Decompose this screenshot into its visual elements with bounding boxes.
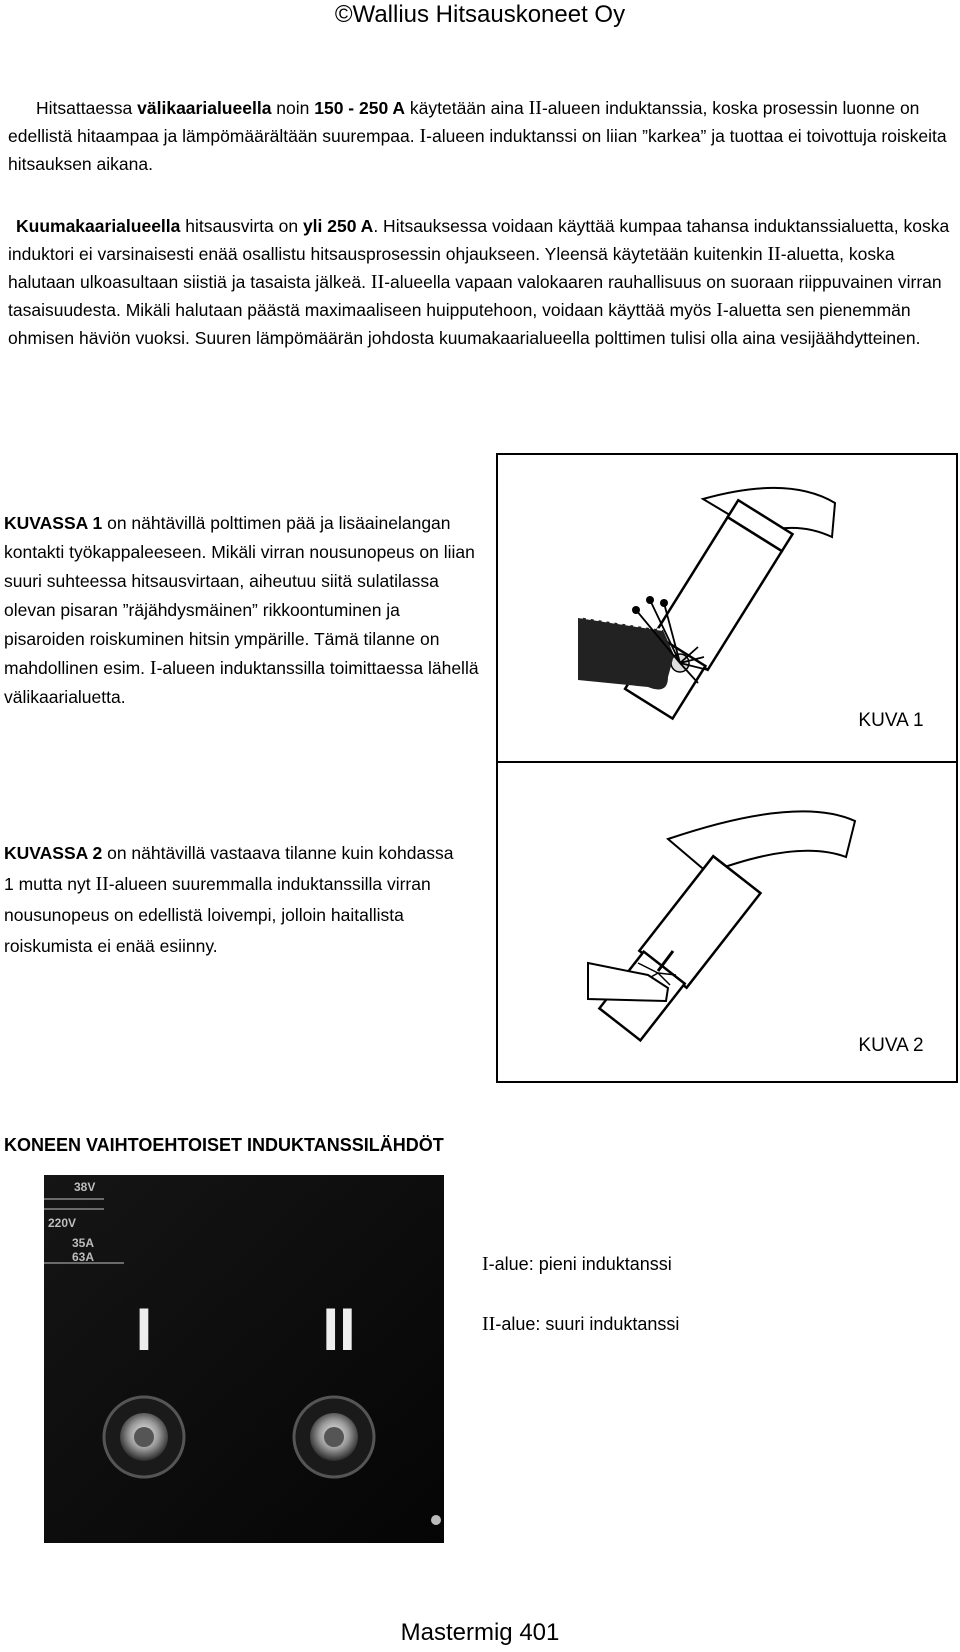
torch-spatter-illustration <box>498 455 956 761</box>
paragraph-hot-arc <box>8 212 952 352</box>
bold-term: 150 - 250 A <box>314 98 406 118</box>
bold-term: KUVASSA 2 <box>4 843 103 863</box>
text: . Hitsauksessa voidaan käyttää kumpaa tahansa induktanssialuetta, koska induktori ei varsinaisesti enää osallistu hitsausprosessin ohjaukseen. Yleensä käytetään kuitenkin <box>8 216 950 264</box>
bold-term: yli 250 A <box>302 216 374 236</box>
kuva2-description <box>4 838 454 962</box>
text: käytetään aina <box>405 98 529 118</box>
roman-numeral: II <box>95 873 109 895</box>
legend-text: -alue: suuri induktanssi <box>495 1314 680 1334</box>
inductance-sockets-photo <box>44 1175 444 1543</box>
roman-numeral: I <box>716 299 723 321</box>
text: -alueen induktanssia, koska prosessin luonne on edellistä hitaampaa ja lämpömäärältään suurempaa. <box>8 98 920 146</box>
figure-kuva-1 <box>496 453 958 763</box>
text: hitsausvirta on <box>180 216 303 236</box>
text: -alueen induktanssi on liian ”karkea” ja tuottaa ei toivottuja roiskeita hitsauksen aikana. <box>8 126 947 174</box>
roman-numeral: I <box>149 657 157 679</box>
roman-numeral: II <box>482 1313 496 1335</box>
text: on nähtävillä vastaava tilanne kuin kohdassa 1 mutta nyt <box>4 843 454 894</box>
roman-numeral: II <box>767 243 781 265</box>
roman-numeral: I <box>482 1253 489 1275</box>
bold-term: Kuumakaarialueella <box>16 216 181 236</box>
text: noin <box>271 98 315 118</box>
paragraph-intermediate-arc <box>8 94 952 178</box>
figure-kuva-2 <box>496 761 958 1083</box>
bold-term: KUVASSA 1 <box>4 513 103 533</box>
torch-smooth-illustration <box>498 763 956 1081</box>
text: Hitsattaessa <box>36 98 138 118</box>
svg-text:38V: 38V <box>74 1180 96 1194</box>
torch-hose <box>668 811 855 873</box>
svg-text:35A: 35A <box>72 1236 95 1250</box>
page-footer: Mastermig 401 <box>400 1619 560 1646</box>
text: -alueella vapaan valokaaren rauhallisuus on suoraan riippuvainen virran tasaisuudesta. Mikäli halutaan päästä maximaaliseen huipputehoon, voidaan käyttää myös <box>8 272 942 320</box>
svg-text:220V: 220V <box>48 1216 77 1230</box>
socket-label-I: I <box>135 1296 153 1363</box>
legend-row-I <box>482 1250 672 1278</box>
page-header: ©Wallius Hitsauskoneet Oy <box>334 1 626 28</box>
text: on nähtävillä polttimen pää ja lisäainelangan kontakti työkappaleeseen. Mikäli virran nousunopeus on liian suuri suhteessa hitsausvirtaan, aiheutuu siitä sulatilassa olevan pisaran ”räjähdysmäinen” rikkoontuminen ja pisaroiden roiskuminen hitsin ympärille. Tämä tilanne on mahdollinen esim. <box>4 513 475 678</box>
legend-row-II <box>482 1310 679 1338</box>
section-title: KONEEN VAIHTOEHTOISET INDUKTANSSILÄHDÖT <box>4 1135 444 1155</box>
kuva1-description <box>4 509 482 712</box>
roman-numeral: II <box>528 97 542 119</box>
text: -alueen suuremmalla induktanssilla virran nousunopeus on edellistä loivempi, jolloin haitallista roiskumista ei enää esiinny. <box>4 874 431 956</box>
legend-text: -alue: pieni induktanssi <box>488 1254 672 1274</box>
socket-label-II: II <box>322 1296 356 1363</box>
figure-caption: KUVA 1 <box>858 710 924 731</box>
roman-numeral: II <box>370 271 385 293</box>
socket-I <box>104 1397 184 1477</box>
bold-term: välikaarialueella <box>137 98 272 118</box>
text: -alueen induktanssilla toimittaessa lähellä välikaarialuetta. <box>4 658 479 707</box>
text: -aluetta sen pienemmän ohmisen häviön vuoksi. Suuren lämpömäärän johdosta kuumakaarialueella polttimen tulisi olla aina vesijäähdytteinen. <box>8 300 921 348</box>
svg-text:63A: 63A <box>72 1250 95 1264</box>
sockets-photo-drawing <box>44 1175 444 1543</box>
text: -aluetta, koska halutaan ulkoasultaan siistiä ja tasaista jälkeä. <box>8 244 895 292</box>
roman-numeral: I <box>419 125 427 147</box>
figure-caption: KUVA 2 <box>858 1035 924 1056</box>
socket-II <box>294 1397 374 1477</box>
